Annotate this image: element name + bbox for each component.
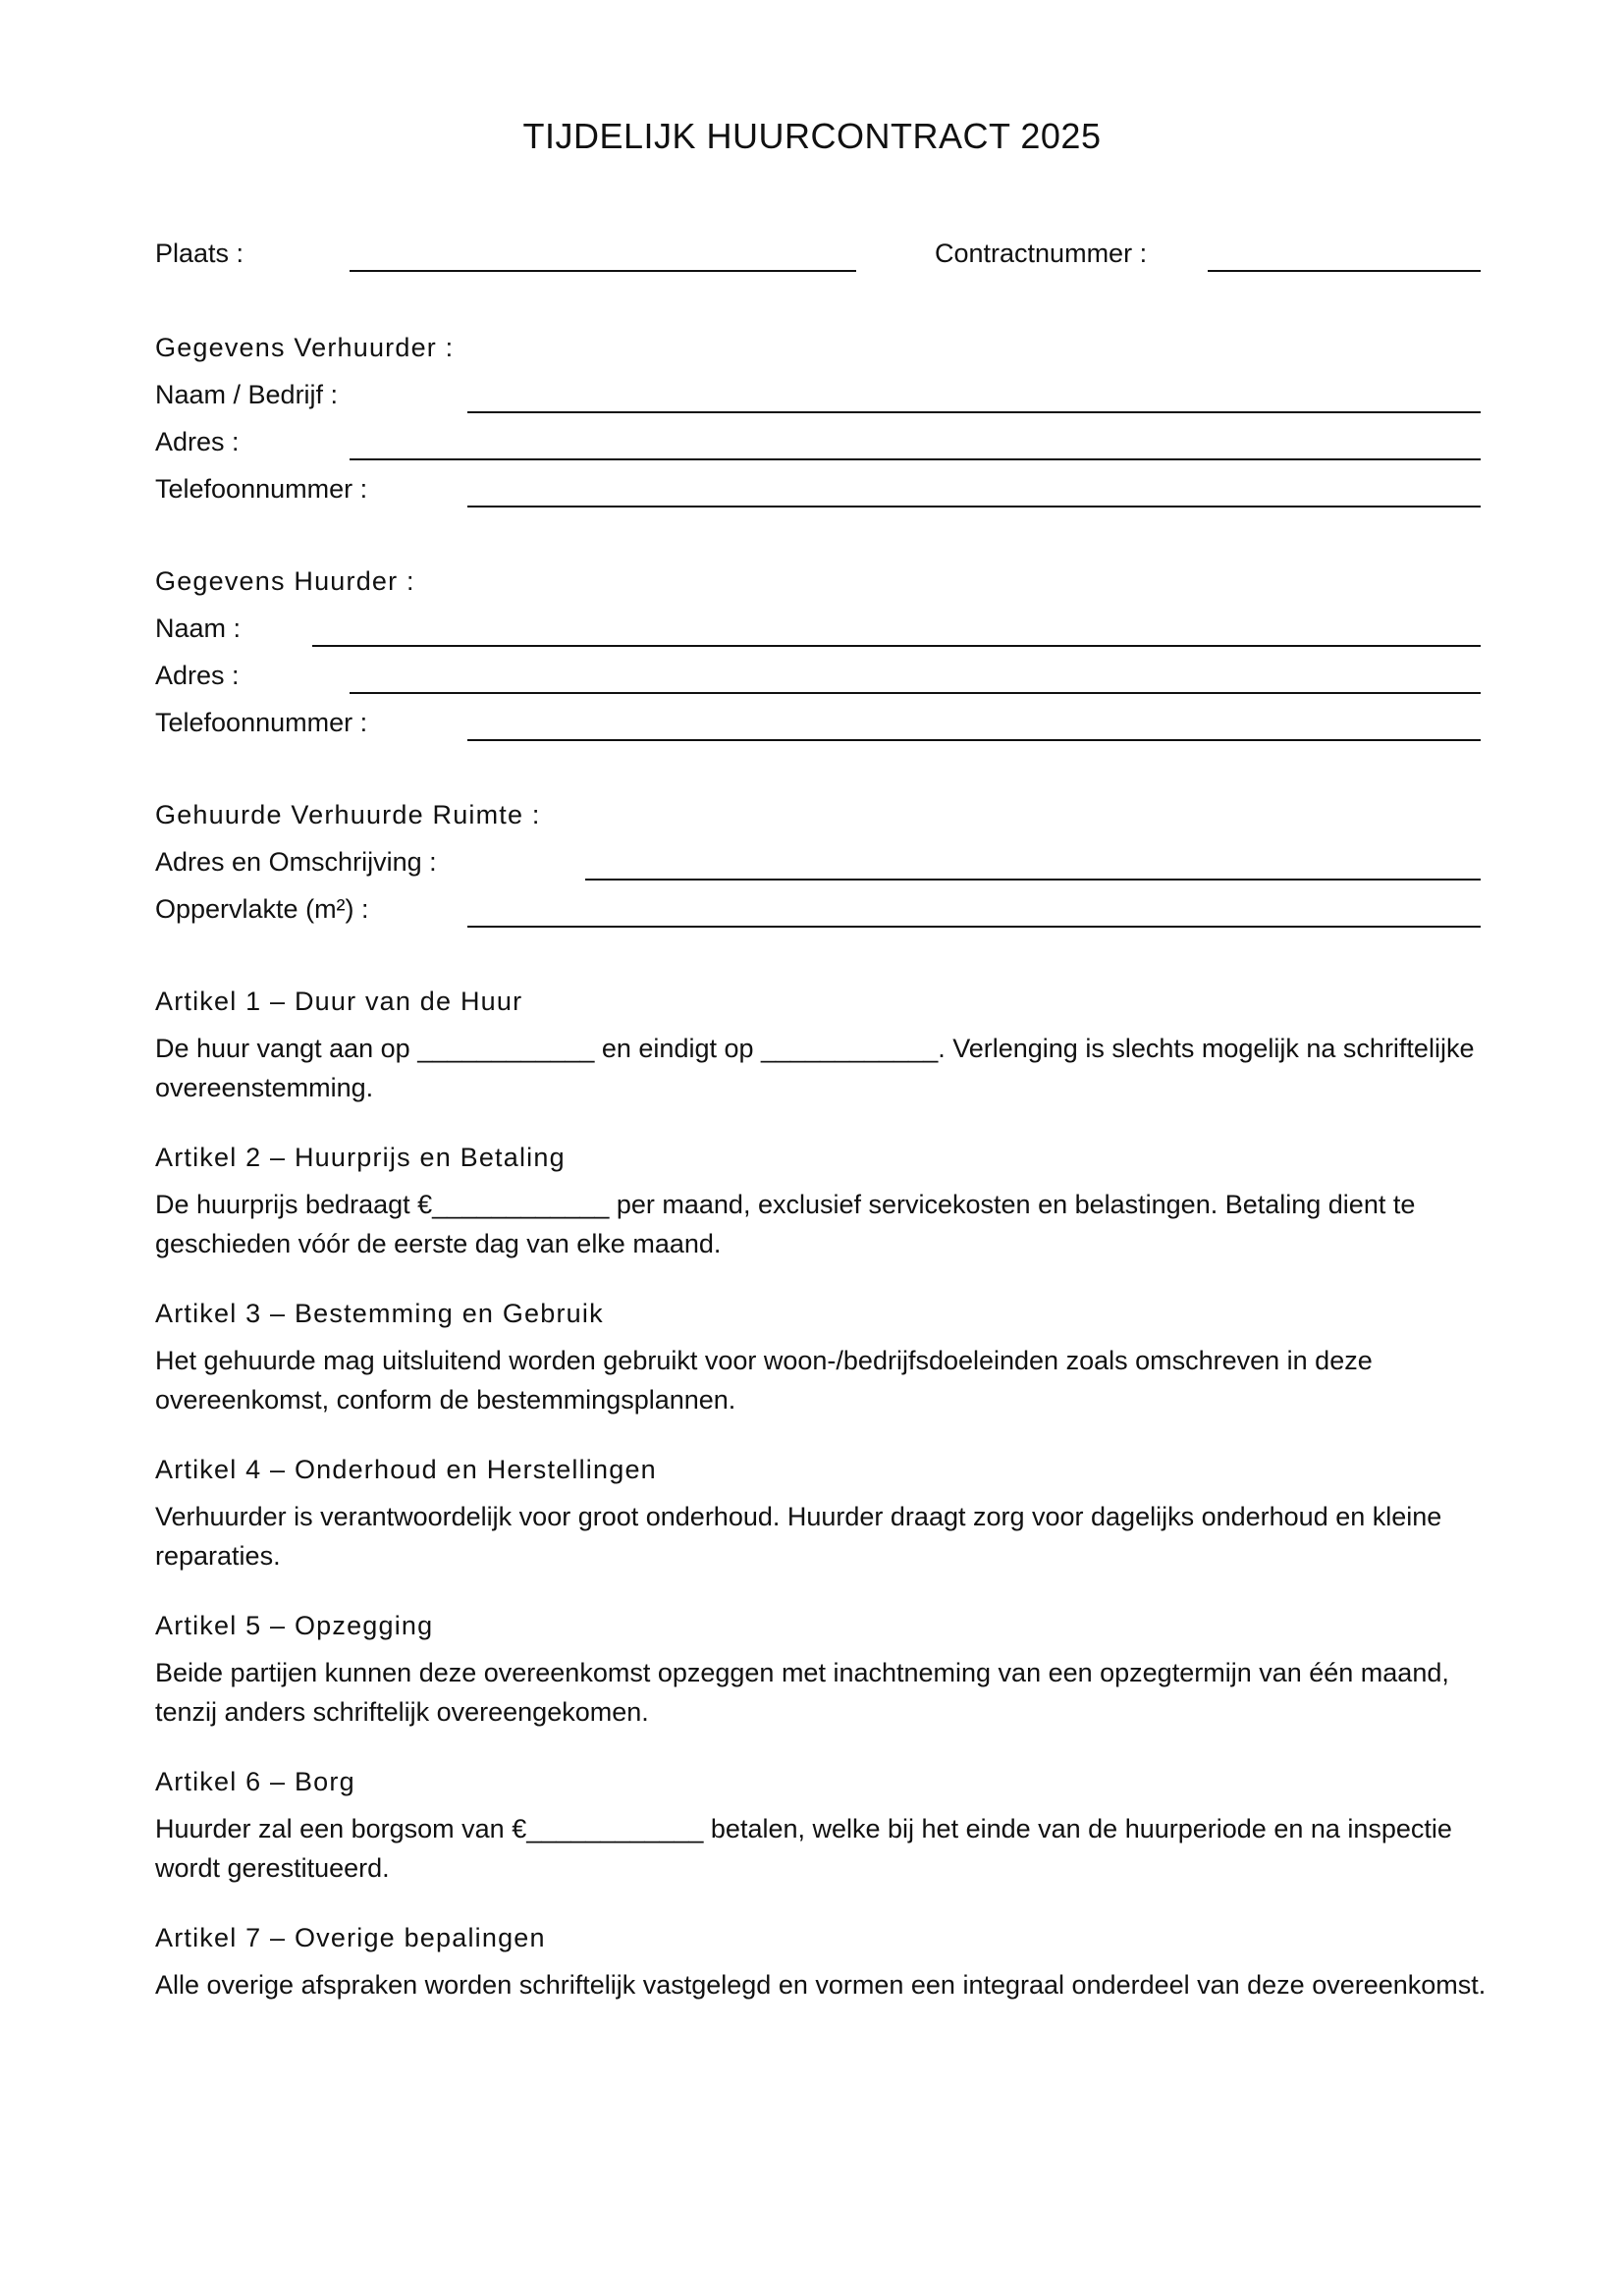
space-area-label: Oppervlakte (m²) : xyxy=(155,894,369,924)
article-2-heading: Artikel 2 – Huurprijs en Betaling xyxy=(155,1143,566,1172)
article-1-text: De huur vangt aan op ____________ en eindigt op ____________. Verlenging is slechts mogelijk na schriftelijke overeenstemming. xyxy=(155,1034,1475,1102)
place-label: Plaats : xyxy=(155,239,244,268)
article-3-text: Het gehuurde mag uitsluitend worden gebruikt voor woon-/bedrijfsdoeleinden zoals omschreven in deze overeenkomst, conform de bestemmingsplannen. xyxy=(155,1346,1373,1415)
tenant-heading: Gegevens Huurder : xyxy=(155,566,415,596)
landlord-name-label: Naam / Bedrijf : xyxy=(155,380,339,409)
article-5-heading: Artikel 5 – Opzegging xyxy=(155,1611,434,1640)
article-6-text: Huurder zal een borgsom van €____________ betalen, welke bij het einde van de huurperiode en na inspectie wordt gerestitueerd. xyxy=(155,1814,1452,1883)
tenant-phone-field[interactable] xyxy=(467,739,1481,741)
space-area-field[interactable] xyxy=(467,926,1481,928)
article-6-heading: Artikel 6 – Borg xyxy=(155,1767,355,1796)
article-4-text: Verhuurder is verantwoordelijk voor groot onderhoud. Huurder draagt zorg voor dagelijks onderhoud en kleine reparaties. xyxy=(155,1502,1442,1571)
document-title: TIJDELIJK HUURCONTRACT 2025 xyxy=(522,116,1102,156)
tenant-phone-label: Telefoonnummer : xyxy=(155,708,368,737)
contract-number-label: Contractnummer : xyxy=(935,239,1148,268)
landlord-address-field[interactable] xyxy=(350,458,1481,460)
landlord-phone-field[interactable] xyxy=(467,506,1481,507)
space-address-field[interactable] xyxy=(585,879,1481,881)
article-4-heading: Artikel 4 – Onderhoud en Herstellingen xyxy=(155,1455,657,1484)
article-5-text: Beide partijen kunnen deze overeenkomst opzeggen met inachtneming van een opzegtermijn van één maand, tenzij anders schriftelijk overeengekomen. xyxy=(155,1658,1449,1727)
contract-number-field[interactable] xyxy=(1208,270,1481,272)
tenant-address-field[interactable] xyxy=(350,692,1481,694)
landlord-phone-label: Telefoonnummer : xyxy=(155,474,368,504)
tenant-name-field[interactable] xyxy=(312,645,1481,647)
landlord-heading: Gegevens Verhuurder : xyxy=(155,333,455,362)
tenant-name-label: Naam : xyxy=(155,614,242,643)
place-field[interactable] xyxy=(350,270,856,272)
tenant-address-label: Adres : xyxy=(155,661,240,690)
article-1-heading: Artikel 1 – Duur van de Huur xyxy=(155,987,523,1016)
landlord-address-label: Adres : xyxy=(155,427,240,456)
article-2-text: De huurprijs bedraagt €____________ per maand, exclusief servicekosten en belastingen. Betaling dient te geschieden vóór de eerste dag van elke maand. xyxy=(155,1190,1416,1258)
article-3-heading: Artikel 3 – Bestemming en Gebruik xyxy=(155,1299,604,1328)
space-address-label: Adres en Omschrijving : xyxy=(155,847,437,877)
article-7-heading: Artikel 7 – Overige bepalingen xyxy=(155,1923,546,1952)
article-7-text: Alle overige afspraken worden schriftelijk vastgelegd en vormen een integraal onderdeel van deze overeenkomst. xyxy=(155,1970,1487,2000)
landlord-name-field[interactable] xyxy=(467,411,1481,413)
space-heading: Gehuurde Verhuurde Ruimte : xyxy=(155,800,541,829)
